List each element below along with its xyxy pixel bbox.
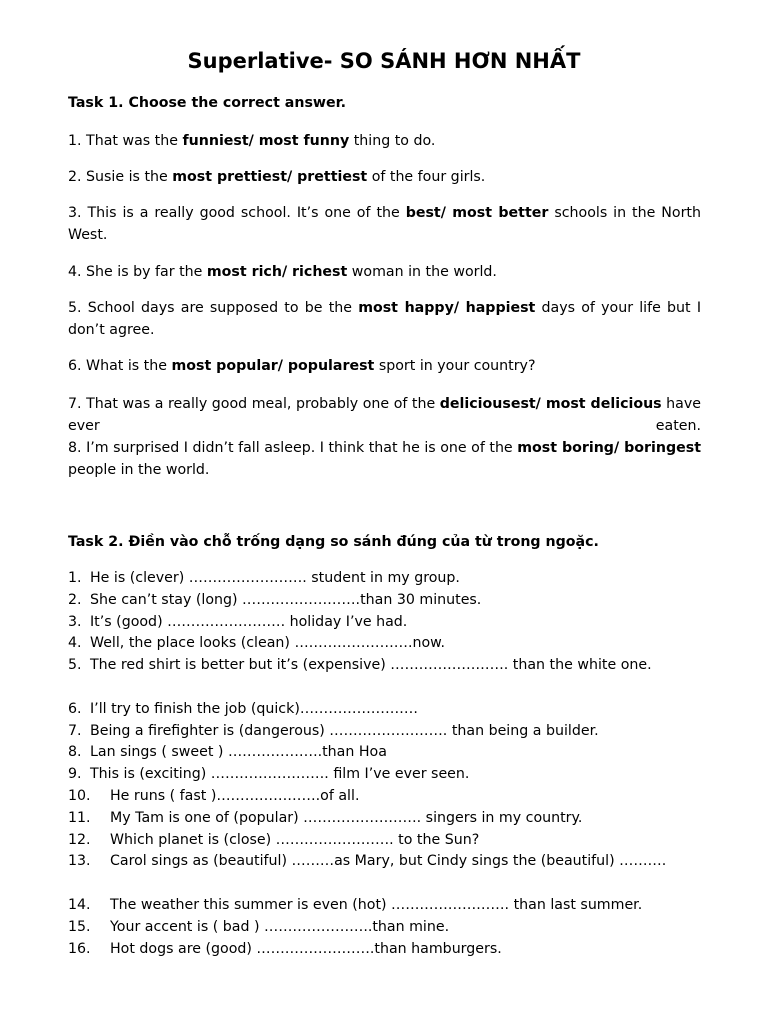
task1-question-2: 2. Susie is the most prettiest/ prettiest of the four girls. [68, 169, 486, 185]
task2-item-16: 16. Hot dogs are (good) …………………….than hamburgers. [68, 940, 502, 957]
task2-item-4: 4. Well, the place looks (clean) …………………….now. [68, 635, 445, 652]
task1-question-4: 4. She is by far the most rich/ richest woman in the world. [68, 264, 497, 280]
task1-question-6: 6. What is the most popular/ popularest sport in your country? [68, 358, 536, 374]
task2-item-11: 11. My Tam is one of (popular) ……………………. singers in my country. [68, 809, 583, 826]
task1-question-7: 7. That was a really good meal, probably one of the deliciousest/ most delicious have ever eaten. [68, 396, 701, 434]
task2-item-15: 15. Your accent is ( bad ) …………………..than mine. [68, 918, 450, 935]
task2-item-12: 12. Which planet is (close) ……………………. to the Sun? [68, 831, 480, 848]
task2-item-8: 8. Lan sings ( sweet ) ………………..than Hoa [68, 744, 387, 761]
task1-question-8: 8. I’m surprised I didn’t fall asleep. I think that he is one of the most boring/ boringest people in the world. [68, 440, 701, 478]
task2-item-2: 2. She can’t stay (long) …………………….than 30 minutes. [68, 591, 482, 608]
task2-item-5: 5. The red shirt is better but it’s (expensive) ……………………. than the white one. [68, 657, 652, 674]
task2-item-3: 3. It’s (good) ……………………. holiday I’ve had. [68, 613, 408, 630]
task2-item-10: 10. He runs ( fast )………………….of all. [68, 787, 360, 804]
task2-item-13: 13. Carol sings as (beautiful) ………as Mary, but Cindy sings the (beautiful) ………. [68, 853, 667, 870]
page-title: Superlative- SO SÁNH HƠN NHẤT [187, 49, 581, 73]
task1-heading: Task 1. Choose the correct answer. [68, 95, 347, 111]
task2-item-9: 9. This is (exciting) ……………………. film I’ve ever seen. [68, 766, 470, 783]
task2-item-1: 1. He is (clever) ……………………. student in my group. [68, 570, 460, 586]
task2-heading: Task 2. Điền vào chỗ trống dạng so sánh đúng của từ trong ngoặc. [68, 534, 599, 550]
task2-item-14: 14. The weather this summer is even (hot) ……………………. than last summer. [68, 896, 643, 913]
task1-question-3: 3. This is a really good school. It’s one of the best/ most better schools in the North West. [68, 205, 701, 243]
task2-item-7: 7. Being a firefighter is (dangerous) ……………………. than being a builder. [68, 722, 599, 739]
task1-question-5: 5. School days are supposed to be the most happy/ happiest days of your life but I don’t agree. [68, 300, 702, 338]
task1-question-1: 1. That was the funniest/ most funny thing to do. [68, 133, 436, 149]
task2-list [68, 568, 701, 960]
task2-item-6: 6. I’ll try to finish the job (quick)……………………. [68, 700, 418, 717]
